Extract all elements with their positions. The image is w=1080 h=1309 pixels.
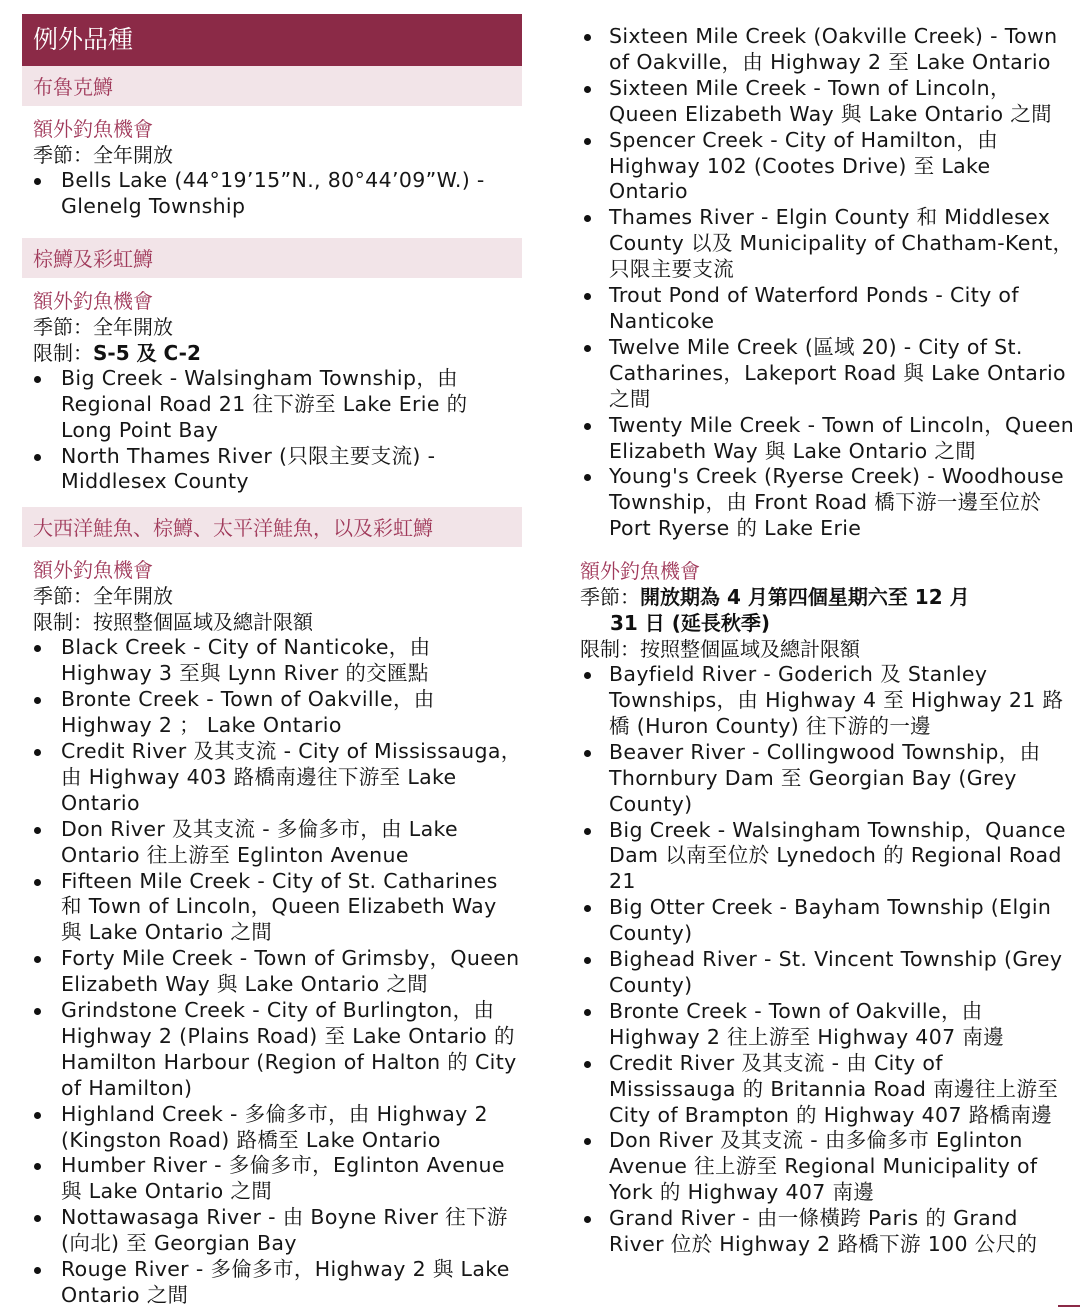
- list-item: Highland Creek - 多倫多市，由 Highway 2 (Kingston Road) 路橋至 Lake Ontario: [22, 1102, 522, 1154]
- list-item: Bronte Creek - Town of Oakville，由 Highway 2 往上游至 Highway 407 南邊: [580, 999, 1075, 1051]
- list-item: Grindstone Creek - City of Burlington，由 Highway 2 (Plains Road) 至 Lake Ontario 的 Hamilton Harbour (Region of Halton 的 City of Hamilton): [22, 998, 522, 1102]
- limit-label: 限制：: [33, 340, 93, 365]
- page-corner-mark: [1058, 1305, 1080, 1307]
- list-item: Beaver River - Collingwood Township，由 Thornbury Dam 至 Georgian Bay (Grey County): [580, 740, 1075, 818]
- left-column: [22, 0, 522, 1309]
- list-item: Credit River 及其支流 - City of Mississauga，由 Highway 403 路橋南邊往下游至 Lake Ontario: [22, 739, 522, 817]
- season-line: [22, 583, 522, 609]
- list-item: Don River 及其支流 - 由多倫多市 Eglinton Avenue 往上游至 Regional Municipality of York 的 Highway 407 南邊: [580, 1128, 1075, 1206]
- list-item: Bighead River - St. Vincent Township (Grey County): [580, 947, 1075, 999]
- list-item: Bronte Creek - Town of Oakville，由 Highway 2 ； Lake Ontario: [22, 687, 522, 739]
- list-item: Big Otter Creek - Bayham Township (Elgin County): [580, 895, 1075, 947]
- season-value: 開放期為 4 月第四個星期六至 12 月: [640, 585, 970, 610]
- list-item: Bayfield River - Goderich 及 Stanley Townships，由 Highway 4 至 Highway 21 路橋 (Huron County) 往下游的一邊: [580, 662, 1075, 740]
- list-item: Nottawasaga River - 由 Boyne River 往下游 (向北) 至 Georgian Bay: [22, 1205, 522, 1257]
- list-item: Sixteen Mile Creek (Oakville Creek) - Town of Oakville，由 Highway 2 至 Lake Ontario: [580, 24, 1075, 76]
- opportunity-title: 額外釣魚機會: [33, 558, 153, 583]
- list-item: Trout Pond of Waterford Ponds - City of Nanticoke: [580, 283, 1075, 335]
- list-item: Black Creek - City of Nanticoke，由 Highway 3 至與 Lynn River 的交匯點: [22, 635, 522, 687]
- limit-label: 限制：: [580, 637, 640, 662]
- list-item: Spencer Creek - City of Hamilton，由 Highway 102 (Cootes Drive) 至 Lake Ontario: [580, 128, 1075, 206]
- limit-line: [22, 340, 522, 366]
- opportunity-title: 額外釣魚機會: [33, 117, 153, 141]
- season-value: 全年開放: [93, 584, 173, 609]
- season-label: 季節：: [580, 585, 640, 610]
- page-title: 例外品種: [22, 14, 522, 66]
- season-line: [580, 584, 1075, 610]
- opportunity-title: 額外釣魚機會: [580, 559, 700, 584]
- season-line: [22, 142, 522, 168]
- right-column: [580, 24, 1075, 1258]
- limit-value: 按照整個區域及總計限額: [640, 637, 860, 662]
- limit-line: [22, 609, 522, 635]
- season-value: 全年開放: [93, 314, 173, 339]
- opportunity-title: 額外釣魚機會: [33, 288, 153, 313]
- list-item: Bells Lake (44°19’15”N., 80°44’09”W.) - Glenelg Township: [22, 168, 522, 220]
- season-label: 季節：: [33, 584, 93, 609]
- species-heading-brown-rainbow-trout: 棕鱒及彩虹鱒: [22, 238, 522, 278]
- list-item: Fifteen Mile Creek - City of St. Catharines 和 Town of Lincoln，Queen Elizabeth Way 與 Lake Ontario 之間: [22, 869, 522, 947]
- list-item: Twelve Mile Creek (區域 20) - City of St. Catharines，Lakeport Road 與 Lake Ontario 之間: [580, 335, 1075, 413]
- season-value: 全年開放: [93, 143, 173, 167]
- location-list: [580, 662, 1075, 1258]
- list-item: Credit River 及其支流 - 由 City of Mississauga 的 Britannia Road 南邊往上游至 City of Brampton 的 Highway 407 路橋南邊: [580, 1051, 1075, 1129]
- list-item: Twenty Mile Creek - Town of Lincoln，Queen Elizabeth Way 與 Lake Ontario 之間: [580, 413, 1075, 465]
- season-label: 季節：: [33, 314, 93, 339]
- list-item: Don River 及其支流 - 多倫多市，由 Lake Ontario 往上游至 Eglinton Avenue: [22, 817, 522, 869]
- limit-line: [580, 636, 1075, 662]
- limit-value: S-5 及 C-2: [93, 340, 201, 365]
- list-item: Thames River - Elgin County 和 Middlesex County 以及 Municipality of Chatham-Kent，只限主要支流: [580, 205, 1075, 283]
- species-heading-brook-trout: 布魯克鱒: [22, 66, 522, 106]
- season-line: [22, 314, 522, 340]
- location-list: [22, 635, 522, 1309]
- species-heading-salmon-trout: 大西洋鮭魚、棕鱒、太平洋鮭魚，以及彩虹鱒: [22, 507, 522, 547]
- list-item: Young's Creek (Ryerse Creek) - Woodhouse Township，由 Front Road 橋下游一邊至位於 Port Ryerse 的 Lake Erie: [580, 464, 1075, 542]
- limit-label: 限制：: [33, 610, 93, 635]
- list-item: North Thames River (只限主要支流) - Middlesex County: [22, 444, 522, 496]
- list-item: Sixteen Mile Creek - Town of Lincoln，Queen Elizabeth Way 與 Lake Ontario 之間: [580, 76, 1075, 128]
- location-list-continued: [580, 24, 1075, 542]
- list-item: Big Creek - Walsingham Township，由 Regional Road 21 往下游至 Lake Erie 的 Long Point Bay: [22, 366, 522, 444]
- season-line-continued: [580, 610, 1075, 636]
- location-list: [22, 168, 522, 220]
- list-item: Grand River - 由一條橫跨 Paris 的 Grand River 位於 Highway 2 路橋下游 100 公尺的: [580, 1206, 1075, 1258]
- list-item: Humber River - 多倫多市，Eglinton Avenue 與 Lake Ontario 之間: [22, 1153, 522, 1205]
- list-item: Rouge River - 多倫多市，Highway 2 與 Lake Ontario 之間: [22, 1257, 522, 1309]
- season-label: 季節：: [33, 143, 93, 167]
- list-item: Big Creek - Walsingham Township，Quance Dam 以南至位於 Lynedoch 的 Regional Road 21: [580, 818, 1075, 896]
- list-item: Forty Mile Creek - Town of Grimsby，Queen Elizabeth Way 與 Lake Ontario 之間: [22, 946, 522, 998]
- season-value-continued: 31 日 (延長秋季): [610, 611, 771, 636]
- location-list: [22, 366, 522, 496]
- limit-value: 按照整個區域及總計限額: [93, 610, 313, 635]
